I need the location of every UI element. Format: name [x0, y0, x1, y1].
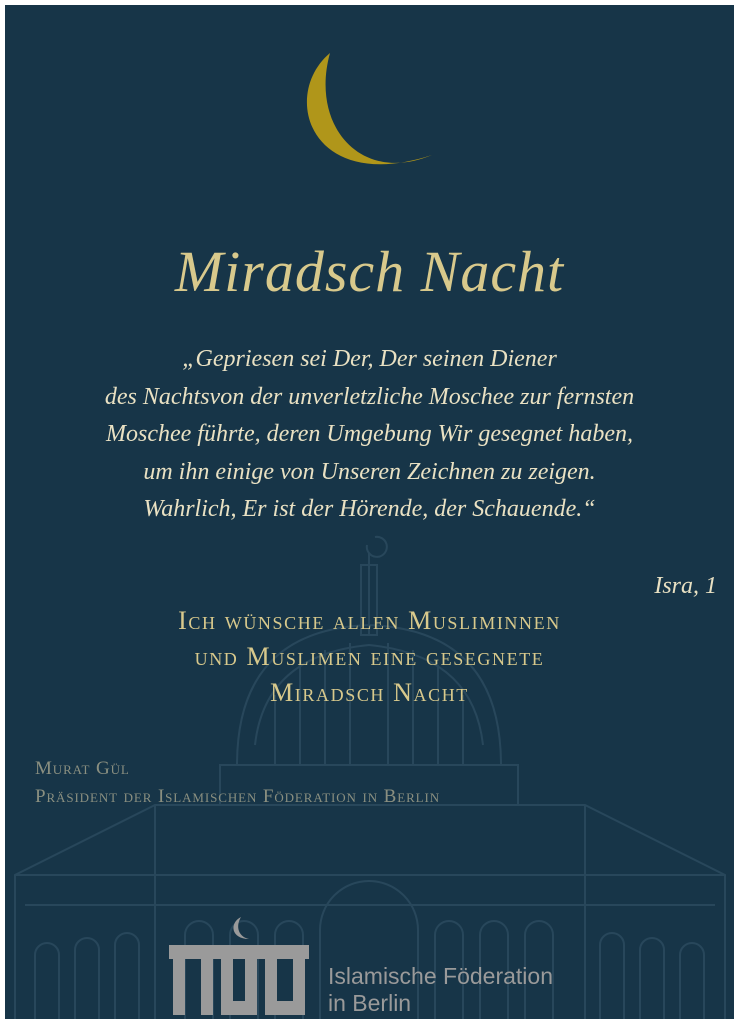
organization-name	[328, 963, 553, 1017]
signature-role: Präsident der Islamischen Föderation in Berlin	[35, 786, 440, 807]
greeting-line: und Muslimen eine gesegnete	[194, 642, 545, 671]
crescent-moon-icon	[290, 45, 440, 195]
quote-line: um ihn einige von Unseren Zeichnen zu zeigen.	[143, 458, 596, 485]
organization-name-line: in Berlin	[328, 990, 412, 1016]
greeting-message	[5, 603, 734, 711]
quote-line: Wahrlich, Er ist der Hörende, der Schauende.“	[143, 496, 596, 522]
signature-name: Murat Gül	[35, 758, 130, 779]
organization-logo-icon	[169, 915, 309, 1015]
greeting-line: Ich wünsche allen Musliminnen	[178, 606, 561, 635]
quote-source: Isra, 1	[654, 573, 717, 599]
greeting-line: Miradsch Nacht	[270, 678, 469, 707]
quote-line: des Nachtsvon der unverletzliche Moschee zur fernsten	[104, 383, 635, 410]
page-title: Miradsch Nacht	[174, 239, 565, 304]
greeting-card	[5, 5, 734, 1019]
quote-line: Moschee führte, deren Umgebung Wir gesegnet haben,	[106, 421, 633, 447]
organization-name-line: Islamische Föderation	[328, 963, 553, 989]
signature	[35, 755, 440, 811]
quote-block	[5, 341, 734, 529]
quote-line: „Gepriesen sei Der, Der seinen Diener	[182, 346, 557, 372]
